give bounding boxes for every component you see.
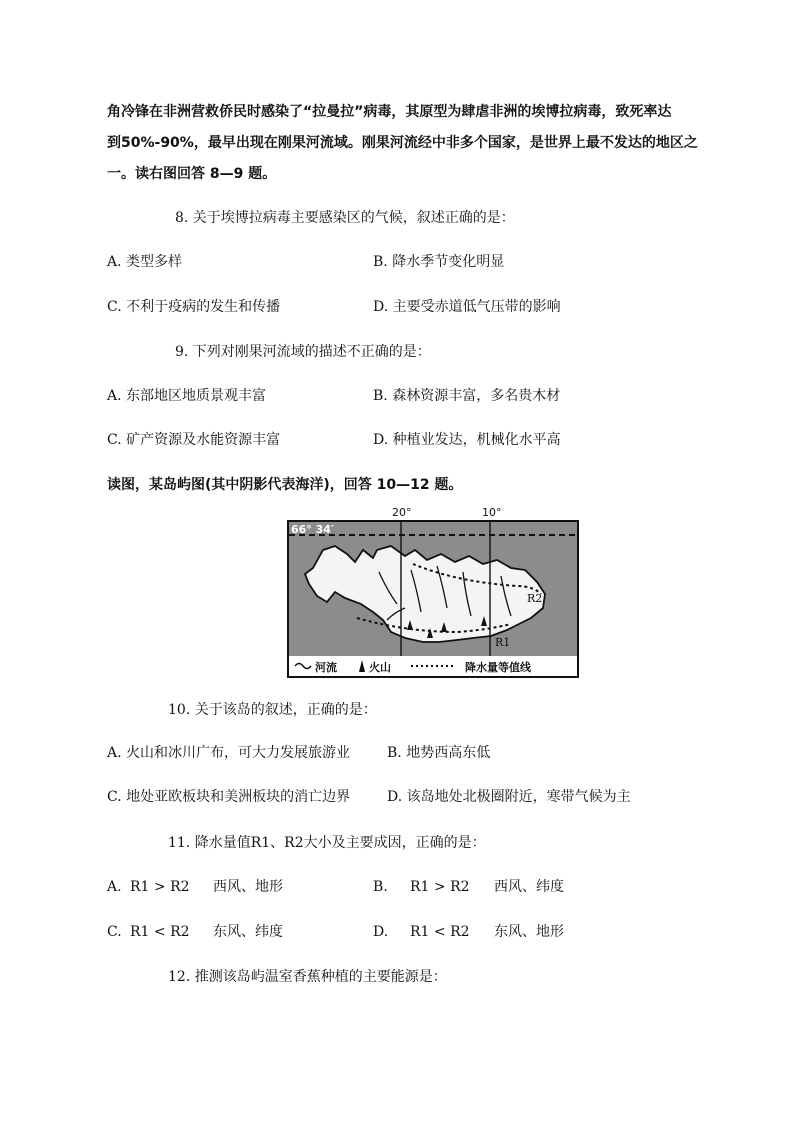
- q11-option-c-cause: 东风、纬度: [213, 924, 283, 940]
- q11-option-a-letter: A.: [107, 879, 122, 895]
- q8-option-d: D. 主要受赤道低气压带的影响: [373, 299, 561, 315]
- q11-option-c-letter: C.: [107, 924, 122, 940]
- q9-option-d: D. 种植业发达，机械化水平高: [373, 432, 561, 448]
- q10-option-a: A. 火山和冰川广布，可大力发展旅游业: [107, 745, 351, 761]
- q11-option-d-letter: D.: [373, 924, 389, 940]
- lat-label: 66° 34′: [291, 523, 334, 536]
- q9-stem: 9. 下列对刚果河流域的描述不正确的是：: [175, 344, 431, 360]
- q8-option-c: C. 不利于疫病的发生和传播: [107, 299, 281, 315]
- lon-label-20: 20°: [392, 506, 412, 519]
- r2-label: R2: [527, 592, 543, 605]
- q11-option-b-cause: 西风、纬度: [494, 879, 564, 895]
- lon-label-left: [387, 520, 405, 521]
- q11-option-d-relation: R1 < R2: [410, 924, 470, 940]
- legend-river: 河流: [315, 661, 337, 674]
- q8-stem: 8. 关于埃博拉病毒主要感染区的气候，叙述正确的是：: [175, 210, 515, 226]
- q12-stem: 12. 推测该岛屿温室香蕉种植的主要能源是：: [168, 969, 447, 985]
- q11-stem: 11. 降水量值R1、R2大小及主要成因，正确的是：: [168, 835, 486, 851]
- intro-line-3: 一。读右图回答 8—9 题。: [107, 166, 277, 182]
- intro-2: 读图，某岛屿图(其中阴影代表海洋)，回答 10—12 题。: [107, 477, 463, 493]
- q9-option-b: B. 森林资源丰富，多名贵木材: [373, 388, 561, 404]
- q11-option-b-relation: R1 > R2: [410, 879, 470, 895]
- q11-option-c-relation: R1 < R2: [130, 924, 190, 940]
- q9-option-c: C. 矿产资源及水能资源丰富: [107, 432, 281, 448]
- q11-option-a-relation: R1 > R2: [130, 879, 190, 895]
- q11-option-a-cause: 西风、地形: [213, 879, 283, 895]
- lon-label-10: 10°: [482, 506, 502, 519]
- q10-option-c: C. 地处亚欧板块和美洲板块的消亡边界: [107, 789, 351, 805]
- q10-stem: 10. 关于该岛的叙述，正确的是：: [168, 702, 377, 718]
- q9-option-a: A. 东部地区地质景观丰富: [107, 388, 267, 404]
- island-map: [287, 520, 579, 678]
- q11-option-b-letter: B.: [373, 879, 388, 895]
- q10-option-b: B. 地势西高东低: [387, 745, 491, 761]
- legend-volcano: 火山: [369, 661, 391, 674]
- q8-option-a: A. 类型多样: [107, 254, 183, 270]
- intro-line-2: 到50%-90%，最早出现在刚果河流域。刚果河流经中非多个国家，是世界上最不发达的地区之: [107, 135, 698, 151]
- legend-isoline: 降水量等值线: [465, 661, 531, 674]
- r1-label: R1: [495, 636, 511, 649]
- q10-option-d: D. 该岛地处北极圈附近，寒带气候为主: [387, 789, 631, 805]
- q11-option-d-cause: 东风、地形: [494, 924, 564, 940]
- q8-option-b: B. 降水季节变化明显: [373, 254, 505, 270]
- intro-line-1: 角冷锋在非洲营救侨民时感染了“拉曼拉”病毒，其原型为肆虐非洲的埃博拉病毒，致死率达: [107, 104, 672, 120]
